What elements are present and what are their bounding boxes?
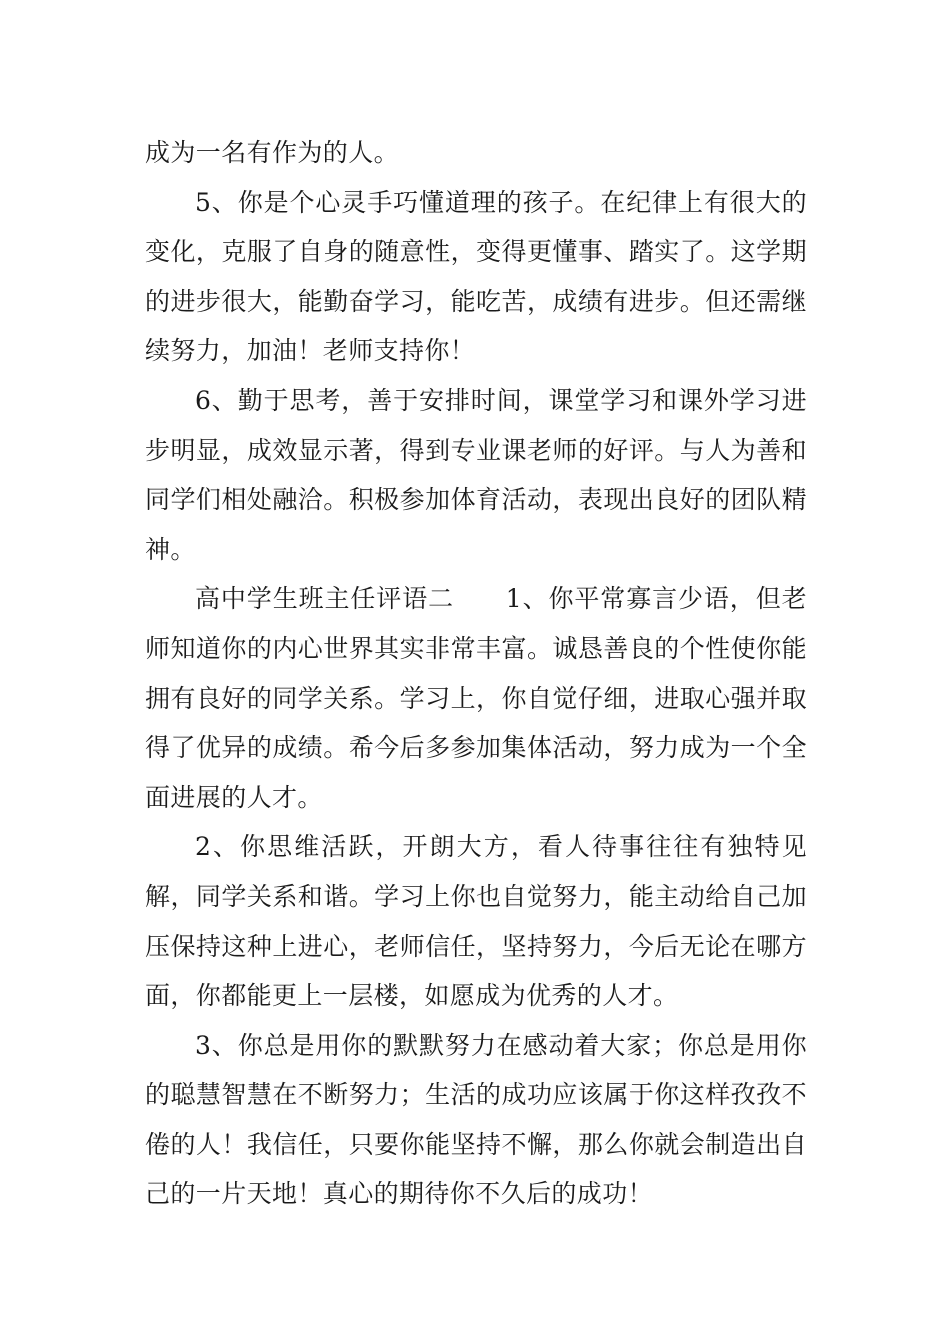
paragraph-comment-3: 3、你总是用你的默默努力在感动着大家；你总是用你的聪慧智慧在不断努力；生活的成功应该属于你这样孜孜不倦的人！我信任，只要你能坚持不懈，那么你就会制造出自己的一片天地！真心的期待你不久后的成功！ — [145, 1030, 807, 1209]
paragraph-continuation: 成为一名有作为的人。 — [145, 138, 400, 167]
paragraph-comment-5: 5、你是个心灵手巧懂道理的孩子。在纪律上有很大的变化，克服了自身的随意性，变得更懂事、踏实了。这学期的进步很大，能勤奋学习，能吃苦，成绩有进步。但还需继续努力，加油！老师支持你！ — [145, 187, 807, 366]
paragraph-comment-2: 2、你思维活跃，开朗大方，看人待事往往有独特见解，同学关系和谐。学习上你也自觉努力，能主动给自己加压保持这种上进心，老师信任，坚持努力，今后无论在哪方面，你都能更上一层楼，如愿成为优秀的人才。 — [145, 832, 807, 1011]
paragraph-section-two-comment-1: 高中学生班主任评语二 1、你平常寡言少语，但老师知道你的内心世界其实非常丰富。诚恳善良的个性使你能拥有良好的同学关系。学习上，你自觉仔细，进取心强并取得了优异的成绩。希今后多参加集体活动，努力成为一个全面进展的人才。 — [145, 584, 807, 812]
document-body — [145, 128, 807, 1219]
paragraph-comment-6: 6、勤于思考，善于安排时间，课堂学习和课外学习进步明显，成效显示著，得到专业课老师的好评。与人为善和同学们相处融洽。积极参加体育活动，表现出良好的团队精神。 — [145, 385, 807, 564]
